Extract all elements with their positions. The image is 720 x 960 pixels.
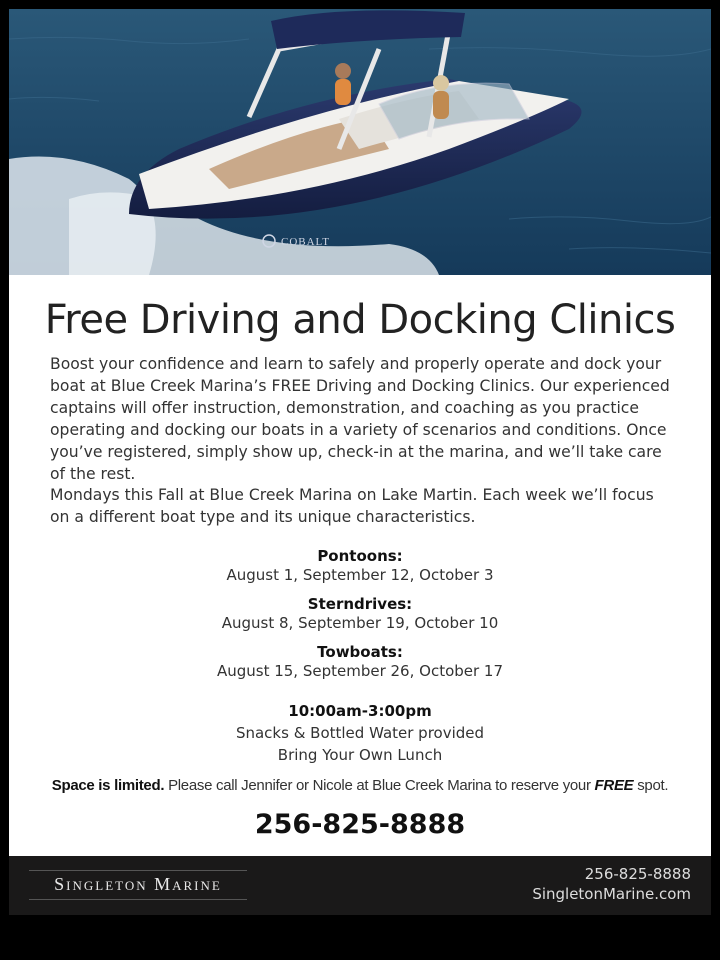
snacks-note: Snacks & Bottled Water provided <box>235 724 485 742</box>
brand-name: Singleton Marine <box>54 874 222 894</box>
session-dates: August 8, September 19, October 10 <box>221 614 499 632</box>
session-towboats <box>9 643 711 681</box>
footer-contact <box>532 864 691 904</box>
boat-photo-illustration <box>9 9 711 275</box>
intro-paragraph: Boost your confidence and learn to safely and properly operate and dock your boat at Blue Creek Marina’s FREE Driving and Docking Clinics. Our experienced captains will offer instruction, demonstration, and coaching as you practice operating and docking our boats in a variety of scenarios and conditions. Once you’ve registered, simply show up, check-in at the marina, and we’ll take care of the rest. <box>50 355 670 483</box>
session-dates: August 1, September 12, October 3 <box>226 566 494 584</box>
session-type: Sterndrives: <box>307 595 413 613</box>
space-limited-label: Space is limited. <box>51 777 165 794</box>
session-sterndrives <box>9 595 711 633</box>
footer-phone[interactable]: 256-825-8888 <box>584 865 691 883</box>
reservation-text: Please call Jennifer or Nicole at Blue Creek Marina to reserve your <box>164 777 595 794</box>
singleton-marine-logo <box>29 870 247 900</box>
reservation-note <box>9 777 711 794</box>
boat-brand-label: COBALT <box>281 236 330 248</box>
session-pontoons <box>9 547 711 585</box>
reservation-end: spot. <box>633 777 669 794</box>
schedule-intro-paragraph: Mondays this Fall at Blue Creek Marina on Lake Martin. Each week we’ll focus on a different boat type and its unique characteristics. <box>50 486 654 526</box>
flyer-content <box>9 275 711 865</box>
footer-bar <box>9 856 711 915</box>
session-dates: August 15, September 26, October 17 <box>216 662 504 680</box>
clinic-hours: 10:00am-3:00pm <box>288 702 432 720</box>
flyer <box>9 9 711 915</box>
free-label: FREE <box>594 777 634 794</box>
lunch-note: Bring Your Own Lunch <box>277 746 443 764</box>
session-type: Towboats: <box>317 643 403 661</box>
footer-website[interactable]: SingletonMarine.com <box>532 885 691 903</box>
boat-photo <box>9 9 711 275</box>
clinic-hours-block <box>9 700 711 766</box>
page-title: Free Driving and Docking Clinics <box>44 297 676 343</box>
reservation-phone[interactable]: 256-825-8888 <box>254 809 466 840</box>
session-type: Pontoons: <box>317 547 403 565</box>
